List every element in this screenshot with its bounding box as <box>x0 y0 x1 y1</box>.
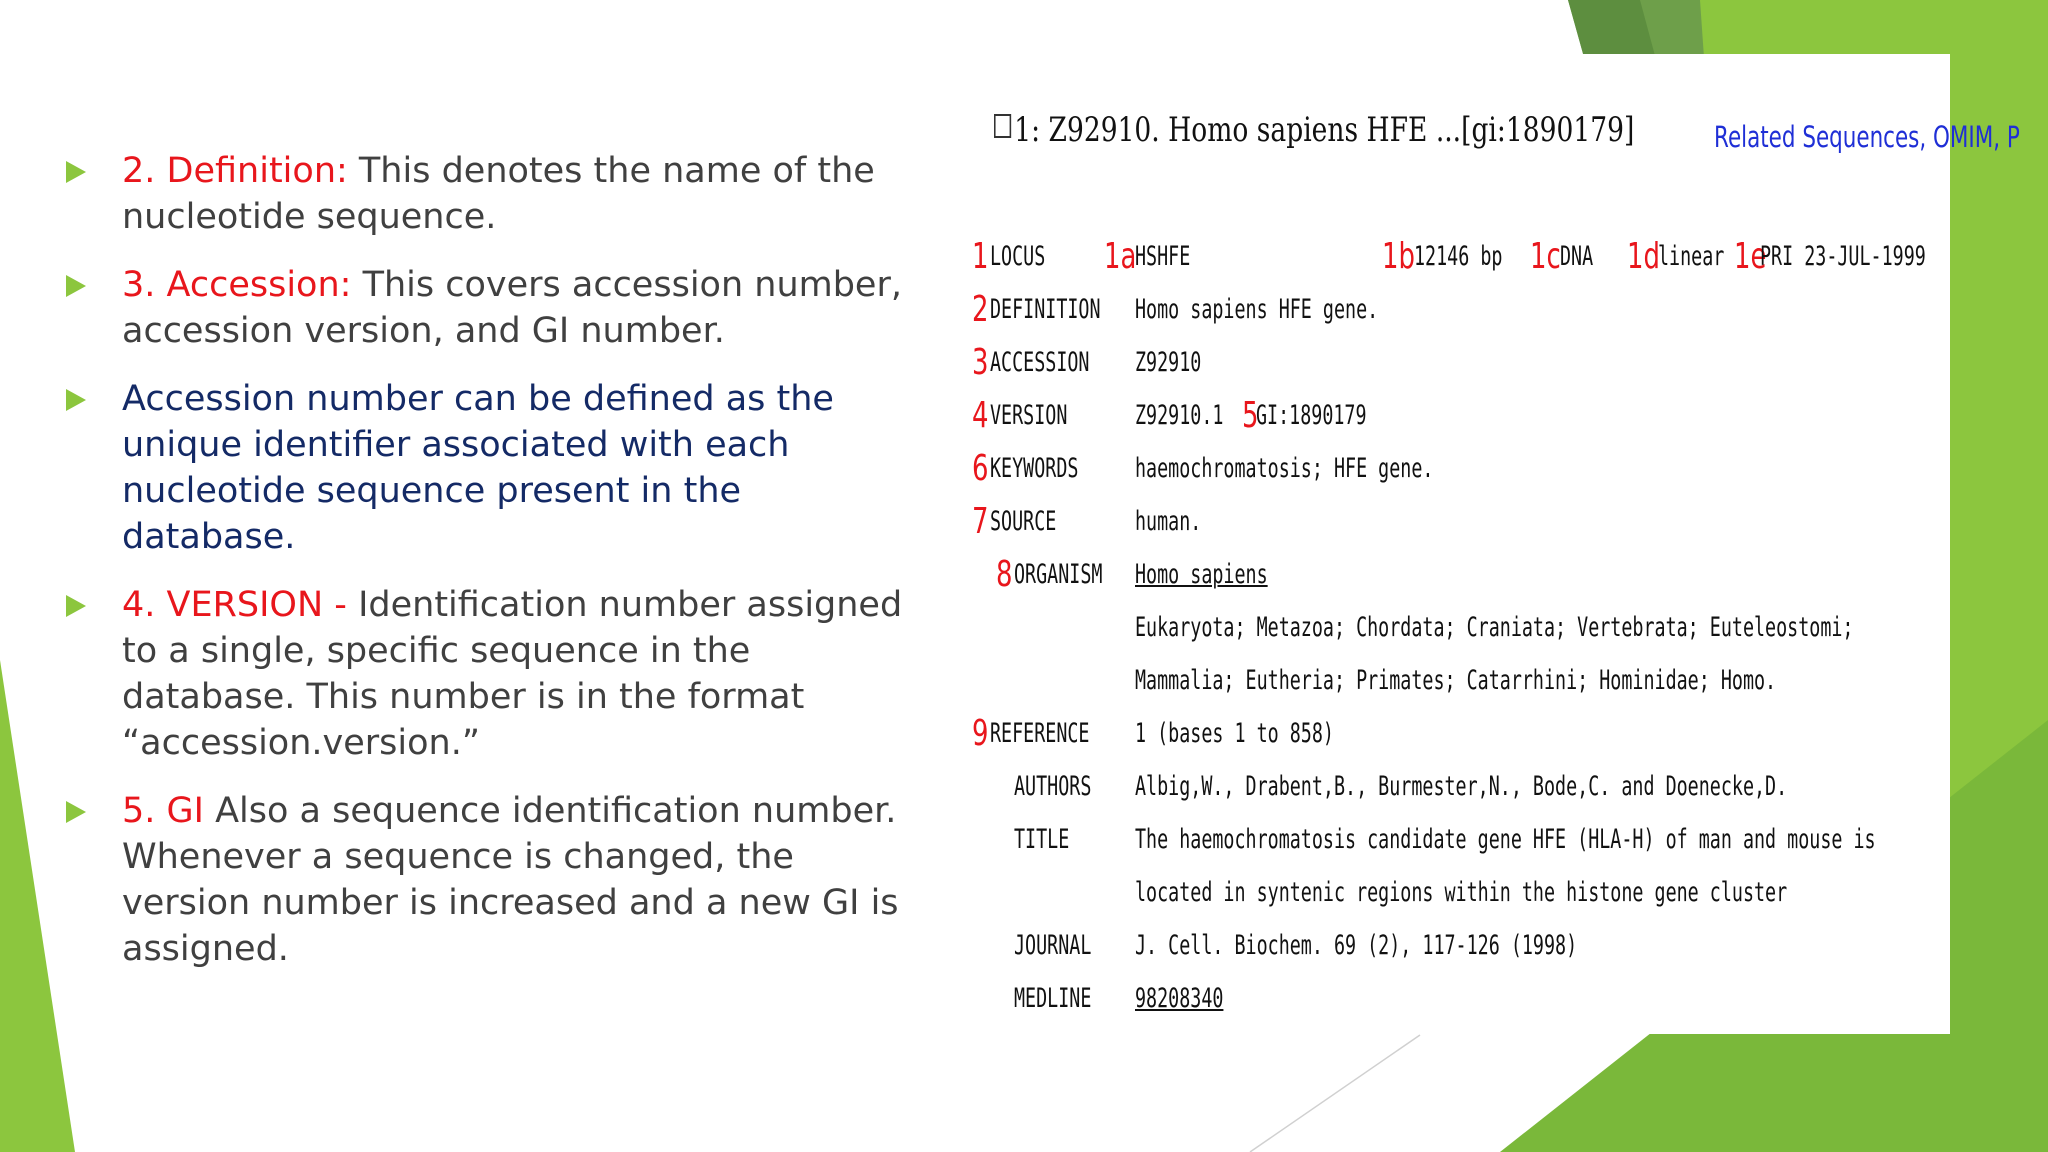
locus-topology: linear <box>1658 241 1725 272</box>
record-checkbox[interactable] <box>994 114 1011 138</box>
field-name: REFERENCE <box>990 718 1090 749</box>
bullet-dash: - <box>323 585 359 625</box>
field-name: LOCUS <box>990 241 1046 272</box>
annotation-number: 4 <box>972 395 989 436</box>
medline-link[interactable]: 98208340 <box>1135 983 1224 1014</box>
annotation-number: 5 <box>1242 395 1259 436</box>
annotation-number: 1c <box>1530 236 1561 277</box>
bullet-arrow-icon <box>66 275 86 297</box>
field-name: MEDLINE <box>1014 983 1092 1014</box>
gi-value: GI:1890179 <box>1256 400 1367 431</box>
bullet-version <box>60 582 910 766</box>
bullet-accession <box>60 262 910 354</box>
locus-molecule: DNA <box>1560 241 1594 272</box>
annotation-number: 1e <box>1734 236 1767 277</box>
field-name: TITLE <box>1014 824 1070 855</box>
annotation-number: 1 <box>972 236 989 277</box>
bullet-label: 5. GI <box>122 791 204 831</box>
field-name: AUTHORS <box>1014 771 1092 802</box>
bullet-arrow-icon <box>66 389 86 411</box>
annotation-number: 3 <box>972 342 989 383</box>
field-name: ORGANISM <box>1014 559 1103 590</box>
genbank-record-figure <box>952 54 2020 1034</box>
bullet-arrow-icon <box>66 161 86 183</box>
locus-name: HSHFE <box>1135 241 1191 272</box>
bullet-text: Identification number assigned to a single, specific sequence in the database. This number is in the format “accession.version.” <box>122 585 903 763</box>
bullet-label: 4. VERSION <box>122 585 324 625</box>
record-header-text: 1: Z92910. Homo sapiens HFE ...[gi:1890179] <box>1014 110 1635 150</box>
related-sequences-link[interactable]: Related Sequences, OMIM, P <box>1714 120 2020 154</box>
bullet-text: This denotes the name of the nucleotide sequence. <box>122 151 875 237</box>
field-name: SOURCE <box>990 506 1057 537</box>
record-header <box>994 110 1634 150</box>
annotation-number: 1d <box>1627 236 1660 277</box>
annotation-number: 1a <box>1104 236 1137 277</box>
bullet-label: 2. Definition: <box>122 151 348 191</box>
organism-link[interactable]: Homo sapiens <box>1135 559 1268 590</box>
annotation-number: 8 <box>996 554 1013 595</box>
bullet-definition <box>60 148 910 240</box>
field-value: Z92910.1 <box>1135 400 1224 431</box>
field-name: KEYWORDS <box>990 453 1079 484</box>
annotation-number: 7 <box>972 501 989 542</box>
locus-length: 12146 bp <box>1414 241 1503 272</box>
annotation-number: 1b <box>1382 236 1415 277</box>
annotation-number: 9 <box>972 713 989 754</box>
bullet-list <box>60 148 910 994</box>
field-value: The haemochromatosis candidate gene HFE (HLA-H) of man and mouse is <box>1135 824 1876 855</box>
lineage-text: Eukaryota; Metazoa; Chordata; Craniata; Vertebrata; Euteleostomi; <box>1135 612 1854 643</box>
field-value: haemochromatosis; HFE gene. <box>1135 453 1434 484</box>
field-name: DEFINITION <box>990 294 1101 325</box>
field-value: Albig,W., Drabent,B., Burmester,N., Bode,C. and Doenecke,D. <box>1135 771 1788 802</box>
field-value: 1 (bases 1 to 858) <box>1135 718 1334 749</box>
bullet-gi <box>60 788 910 972</box>
bullet-arrow-icon <box>66 801 86 823</box>
field-name: VERSION <box>990 400 1068 431</box>
bullet-text: This covers accession number, accession version, and GI number. <box>122 265 902 351</box>
annotation-number: 6 <box>972 448 989 489</box>
locus-division-date: PRI 23-JUL-1999 <box>1760 241 1926 272</box>
lineage-text: Mammalia; Eutheria; Primates; Catarrhini; Hominidae; Homo. <box>1135 665 1777 696</box>
field-value: located in syntenic regions within the histone gene cluster <box>1135 877 1788 908</box>
field-value: J. Cell. Biochem. 69 (2), 117-126 (1998) <box>1135 930 1578 961</box>
bullet-arrow-icon <box>66 595 86 617</box>
bullet-accession-number <box>60 376 910 560</box>
field-name: JOURNAL <box>1014 930 1092 961</box>
field-value: human. <box>1135 506 1202 537</box>
field-value: Z92910 <box>1135 347 1202 378</box>
bullet-text: Accession number can be defined as the unique identifier associated with each nucleotide sequence present in the database. <box>122 379 834 557</box>
field-name: ACCESSION <box>990 347 1090 378</box>
field-value: Homo sapiens HFE gene. <box>1135 294 1379 325</box>
annotation-number: 2 <box>972 289 989 330</box>
bullet-label: 3. Accession: <box>122 265 352 305</box>
bullet-text: Also a sequence identification number. Whenever a sequence is changed, the version number is increased and a new GI is assigned. <box>122 791 899 969</box>
